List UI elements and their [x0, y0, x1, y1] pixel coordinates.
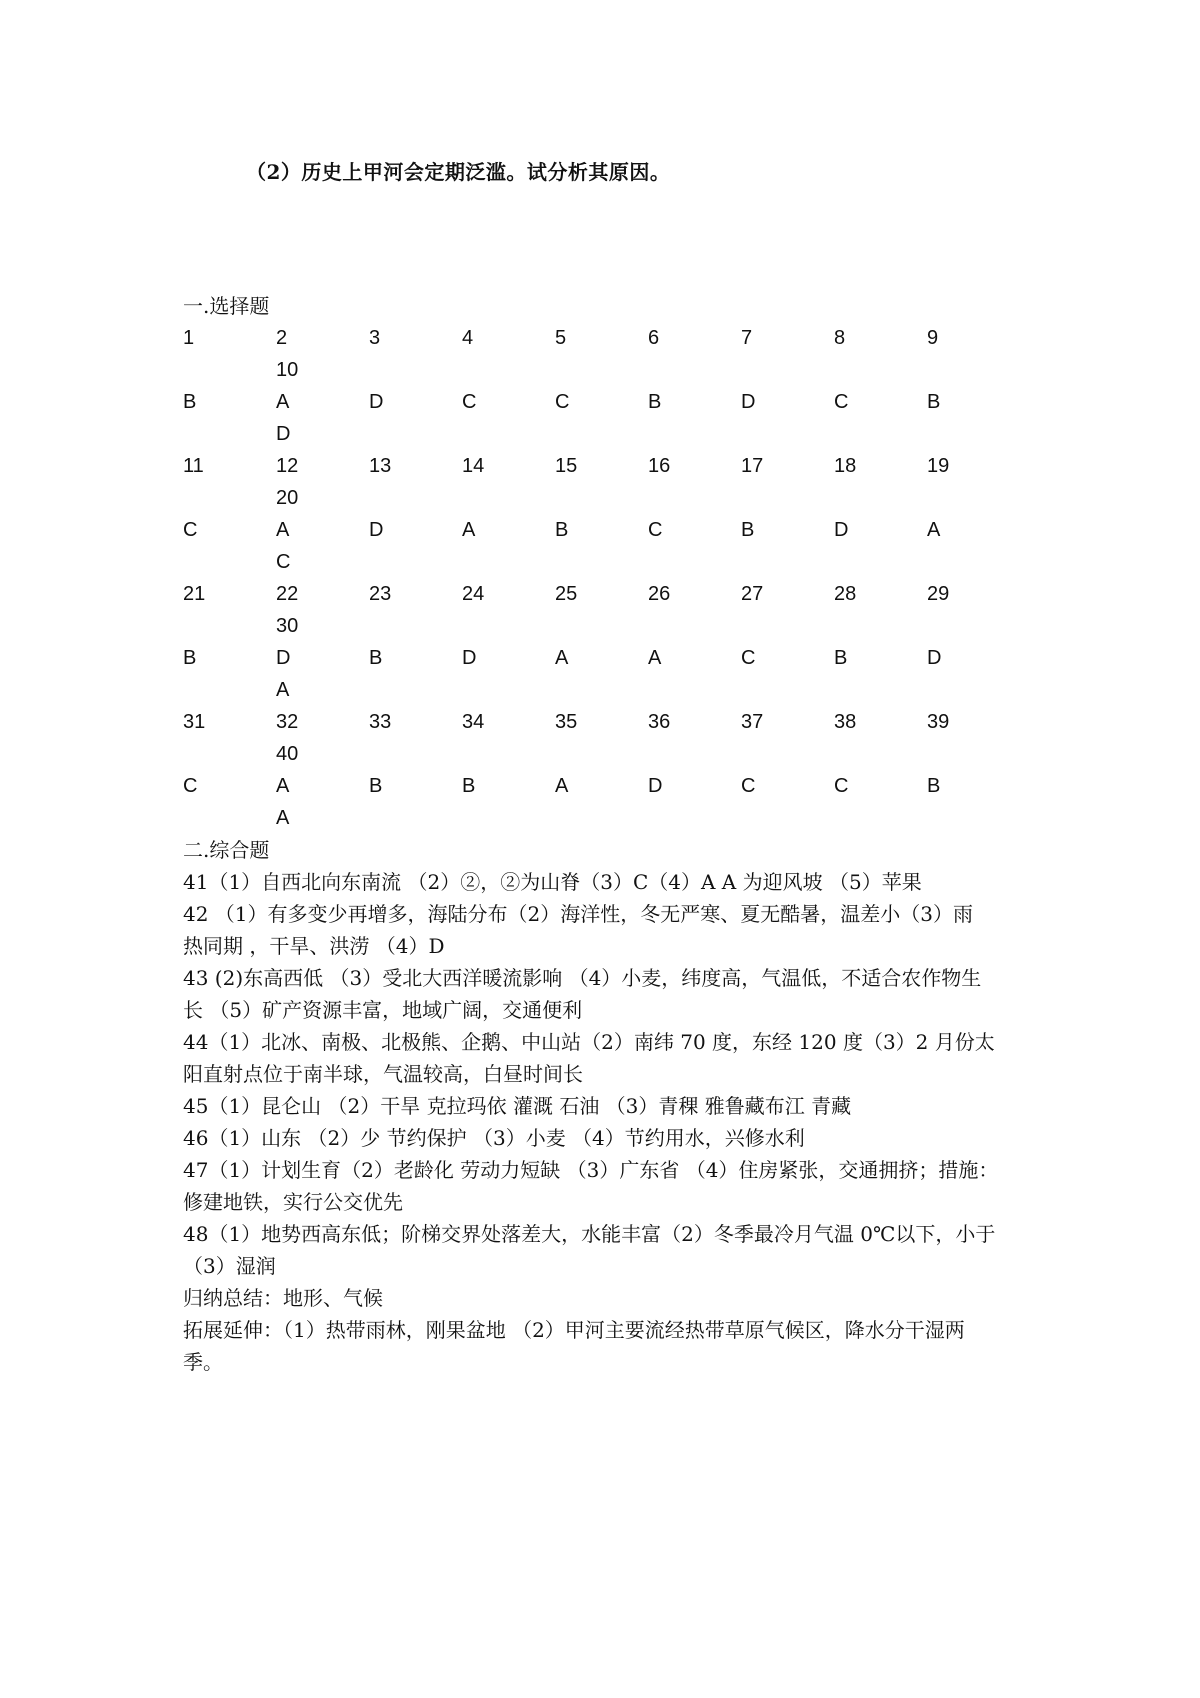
grid-cell: C [648, 519, 663, 541]
grid-cell: 2 [276, 327, 288, 349]
answer-line: 热同期 ，干旱、洪涝 （4）D [183, 934, 445, 958]
grid-cell: 37 [741, 711, 764, 733]
answer-line: 修建地铁，实行公交优先 [183, 1190, 403, 1214]
grid-cell: D [462, 647, 477, 669]
grid-row-numbers-4 [183, 706, 1043, 770]
grid-cell: D [741, 391, 756, 413]
answer-line: 47（1）计划生育（2）老龄化 劳动力短缺 （3）广东省 （4）住房紧张，交通拥挤；措施： [183, 1158, 999, 1182]
grid-cell: 17 [741, 455, 764, 477]
grid-cell: B [555, 519, 569, 541]
grid-cell: B [648, 391, 662, 413]
grid-cell: 35 [555, 711, 578, 733]
grid-cell: 34 [462, 711, 485, 733]
grid-cell: A [462, 519, 476, 541]
grid-cell: D [927, 647, 942, 669]
answer-line: 45（1）昆仑山 （2）干旱 克拉玛依 灌溉 石油 （3）青稞 雅鲁藏布江 青藏 [183, 1094, 852, 1118]
grid-cell-wrapped: D [276, 423, 291, 445]
grid-cell: 28 [834, 583, 857, 605]
grid-row-answers-1 [183, 386, 1043, 450]
grid-row-answers-2 [183, 514, 1043, 578]
grid-cell: 16 [648, 455, 671, 477]
grid-cell: A [555, 647, 569, 669]
grid-cell: 26 [648, 583, 671, 605]
summary-line: 归纳总结：地形、气候 [183, 1286, 383, 1310]
grid-cell: 5 [555, 327, 567, 349]
grid-cell: B [183, 391, 197, 413]
grid-cell: 38 [834, 711, 857, 733]
grid-cell: 14 [462, 455, 485, 477]
grid-cell: 31 [183, 711, 206, 733]
grid-cell: B [927, 775, 941, 797]
answer-key [183, 290, 1043, 1378]
grid-cell: C [462, 391, 477, 413]
grid-cell: 1 [183, 327, 195, 349]
grid-cell: 33 [369, 711, 392, 733]
extension-line: 季。 [183, 1350, 223, 1374]
grid-cell: A [927, 519, 941, 541]
grid-cell: 15 [555, 455, 578, 477]
grid-cell: B [741, 519, 755, 541]
grid-cell: C [183, 519, 198, 541]
grid-cell-wrapped: 10 [276, 359, 299, 381]
comprehensive-section-title: 二.综合题 [183, 838, 270, 862]
grid-cell: 6 [648, 327, 660, 349]
grid-cell: D [648, 775, 663, 797]
grid-cell-wrapped: 30 [276, 615, 299, 637]
grid-cell: D [369, 391, 384, 413]
grid-cell: C [555, 391, 570, 413]
grid-cell: 7 [741, 327, 753, 349]
extension-line: 拓展延伸：（1）热带雨林，刚果盆地 （2）甲河主要流经热带草原气候区，降水分干湿两 [183, 1318, 965, 1342]
grid-cell: 4 [462, 327, 474, 349]
grid-cell: C [834, 391, 849, 413]
answer-line: 阳直射点位于南半球，气温较高，白昼时间长 [183, 1062, 583, 1086]
grid-row-answers-4 [183, 770, 1043, 834]
grid-cell: B [369, 647, 383, 669]
grid-cell: 36 [648, 711, 671, 733]
answer-line: 48（1）地势西高东低；阶梯交界处落差大，水能丰富（2）冬季最冷月气温 0℃以下，小于 [183, 1222, 996, 1246]
grid-cell-wrapped: A [276, 807, 290, 829]
grid-cell: 18 [834, 455, 857, 477]
grid-cell: A [276, 775, 290, 797]
grid-cell-wrapped: C [276, 551, 291, 573]
grid-cell: 27 [741, 583, 764, 605]
grid-cell-wrapped: 40 [276, 743, 299, 765]
grid-cell: 13 [369, 455, 392, 477]
grid-cell: B [369, 775, 383, 797]
grid-cell: 39 [927, 711, 950, 733]
grid-cell: B [927, 391, 941, 413]
grid-cell: A [555, 775, 569, 797]
answer-line: 42 （1）有多变少再增多，海陆分布（2）海洋性，冬无严寒、夏无酷暑，温差小（3）雨 [183, 902, 973, 926]
grid-cell-wrapped: A [276, 679, 290, 701]
grid-cell: B [183, 647, 197, 669]
choice-answer-grid [183, 322, 1043, 834]
grid-cell: 11 [183, 455, 204, 477]
grid-cell: 21 [183, 583, 206, 605]
grid-cell: 19 [927, 455, 950, 477]
grid-cell: A [276, 519, 290, 541]
grid-cell: C [741, 647, 756, 669]
choice-section-title: 一.选择题 [183, 294, 270, 318]
grid-cell: 3 [369, 327, 381, 349]
grid-row-numbers-3 [183, 578, 1043, 642]
grid-cell: C [741, 775, 756, 797]
grid-cell: 32 [276, 711, 299, 733]
grid-cell: 24 [462, 583, 485, 605]
grid-cell: A [276, 391, 290, 413]
grid-cell: 23 [369, 583, 392, 605]
grid-cell: D [834, 519, 849, 541]
answer-line: 41（1）自西北向东南流 （2）②，②为山脊（3）C（4）A A 为迎风坡 （5）苹果 [183, 870, 922, 894]
answer-line: （3）湿润 [183, 1254, 276, 1278]
grid-row-numbers-1 [183, 322, 1043, 386]
comprehensive-answers [183, 866, 1043, 1378]
grid-row-answers-3 [183, 642, 1043, 706]
grid-cell: 9 [927, 327, 939, 349]
answer-line: 44（1）北冰、南极、北极熊、企鹅、中山站（2）南纬 70 度，东经 120 度（3）2 月份太 [183, 1030, 995, 1054]
grid-cell: C [183, 775, 198, 797]
grid-cell: 12 [276, 455, 299, 477]
answer-line: 43 (2)东高西低 （3）受北大西洋暖流影响 （4）小麦，纬度高，气温低，不适合农作物生 [183, 966, 982, 990]
grid-cell: C [834, 775, 849, 797]
grid-cell: 25 [555, 583, 578, 605]
grid-cell: 29 [927, 583, 950, 605]
answer-line: 46（1）山东 （2）少 节约保护 （3）小麦 （4）节约用水，兴修水利 [183, 1126, 805, 1150]
grid-cell: D [369, 519, 384, 541]
grid-cell: 8 [834, 327, 846, 349]
grid-cell: A [648, 647, 662, 669]
grid-cell: 22 [276, 583, 299, 605]
grid-cell: B [462, 775, 476, 797]
grid-cell: D [276, 647, 291, 669]
grid-row-numbers-2 [183, 450, 1043, 514]
grid-cell-wrapped: 20 [276, 487, 299, 509]
question-text: （2）历史上甲河会定期泛滥。试分析其原因。 [246, 160, 671, 184]
grid-cell: B [834, 647, 848, 669]
answer-line: 长 （5）矿产资源丰富，地域广阔，交通便利 [183, 998, 583, 1022]
